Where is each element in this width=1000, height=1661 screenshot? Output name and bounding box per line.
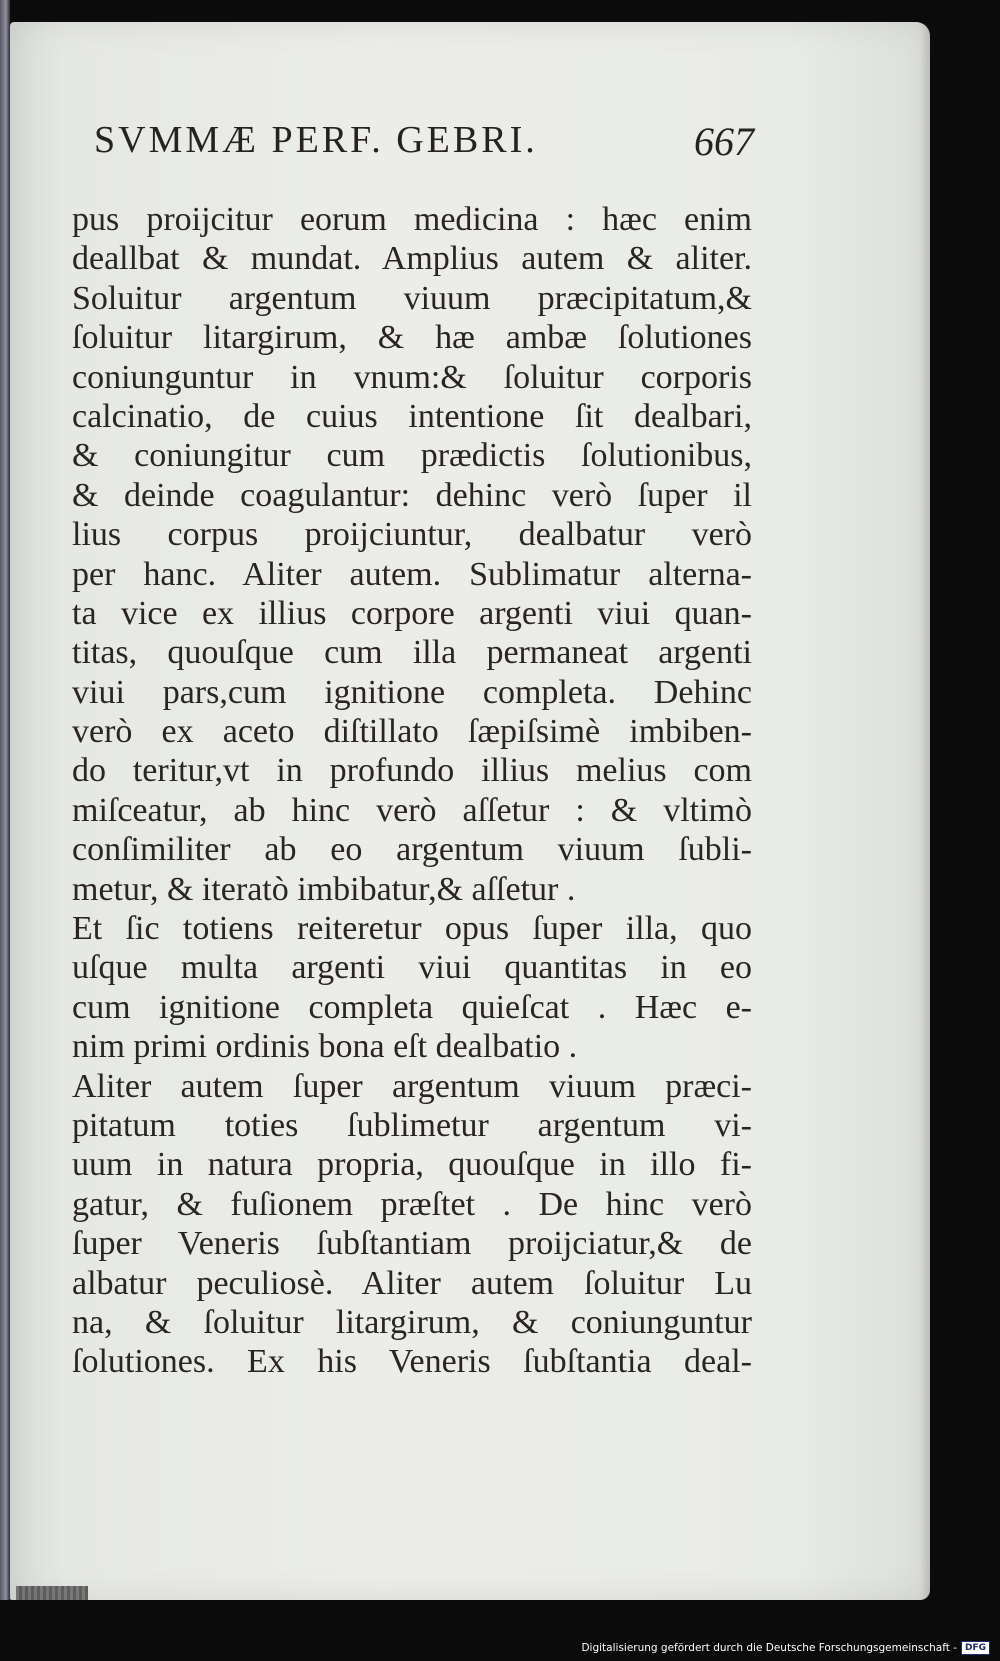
text-line: calcinatio, de cuius intentione ſit dealbari, xyxy=(72,397,752,435)
text-line: viui pars,cum ignitione completa. Dehinc xyxy=(72,673,752,711)
text-line: conſimiliter ab eo argentum viuum ſubli- xyxy=(72,831,752,869)
text-line: uſque multa argenti viui quantitas in eo xyxy=(72,949,752,987)
text-line: cum ignitione completa quieſcat . Hæc e- xyxy=(72,988,752,1026)
text-line: albatur peculiosè. Aliter autem ſoluitur Lu xyxy=(72,1264,752,1302)
body-text xyxy=(72,200,752,1382)
text-line: metur, & iteratò imbibatur,& aſſetur . xyxy=(72,870,576,908)
page-edge-shadow xyxy=(920,22,930,1600)
text-line: & coniungitur cum prædictis ſolutionibus, xyxy=(72,437,752,475)
text-line: Aliter autem ſuper argentum viuum præci- xyxy=(72,1067,752,1105)
book-page xyxy=(10,22,930,1600)
text-line: coniunguntur in vnum:& ſoluitur corporis xyxy=(72,358,752,396)
text-line: per hanc. Aliter autem. Sublimatur alterna- xyxy=(72,555,752,593)
digitization-credit-text: Digitalisierung gefördert durch die Deutsche Forschungsgemeinschaft - xyxy=(581,1642,957,1654)
text-line: na, & ſoluitur litargirum, & coniunguntur xyxy=(72,1303,752,1341)
text-line: nim primi ordinis bona eſt dealbatio . xyxy=(72,1028,578,1066)
text-line: Soluitur argentum viuum præcipitatum,& xyxy=(72,279,752,317)
dfg-logo: DFG xyxy=(961,1641,990,1655)
book-binding-edge xyxy=(0,0,10,1661)
text-line: pitatum toties ſublimetur argentum vi- xyxy=(72,1106,752,1144)
text-line: gatur, & fuſionem præſtet . De hinc verò xyxy=(72,1185,752,1223)
text-line: miſceatur, ab hinc verò aſſetur : & vltimò xyxy=(72,791,752,829)
text-line: verò ex aceto diſtillato ſæpiſsimè imbiben- xyxy=(72,713,752,751)
text-line: titas, quouſque cum illa permaneat argenti xyxy=(72,634,752,672)
page-number: 667 xyxy=(694,119,754,164)
text-line: lius corpus proijciuntur, dealbatur verò xyxy=(72,516,752,554)
text-line: & deinde coagulantur: dehinc verò ſuper il xyxy=(72,476,752,514)
text-line: ſoluitur litargirum, & hæ ambæ ſolutiones xyxy=(72,319,752,357)
text-line: uum in natura propria, quouſque in illo fi- xyxy=(72,1146,752,1184)
text-line: pus proijcitur eorum medicina : hæc enim xyxy=(72,201,752,238)
text-line: deallbat & mundat. Amplius autem & aliter. xyxy=(72,240,752,278)
running-head-title: SVMMÆ PERF. GEBRI. xyxy=(94,119,538,161)
text-line: do teritur,vt in profundo illius melius com xyxy=(72,752,752,790)
text-line: ſolutiones. Ex his Veneris ſubſtantia deal- xyxy=(72,1343,752,1381)
running-head xyxy=(94,118,754,178)
digitization-credit xyxy=(581,1641,990,1655)
text-line: ta vice ex illius corpore argenti viui quan- xyxy=(72,594,752,632)
text-line: Et ſic totiens reiteretur opus ſuper illa, quo xyxy=(72,910,752,948)
text-line: ſuper Veneris ſubſtantiam proijciatur,& de xyxy=(72,1225,752,1263)
